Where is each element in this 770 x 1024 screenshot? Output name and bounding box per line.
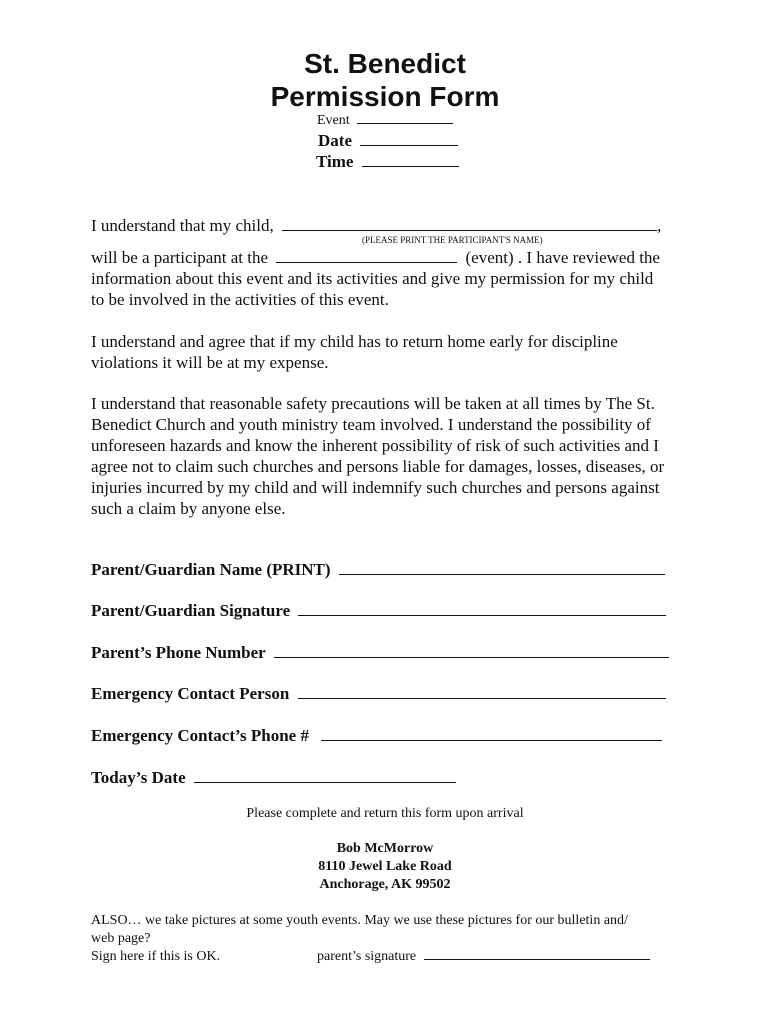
- event-label: Event: [317, 113, 350, 128]
- intro-line1-suffix: ,: [656, 216, 662, 235]
- parent-signature-label: parent’s signature: [317, 949, 417, 964]
- discipline-paragraph: I understand and agree that if my child has to return home early for discipline violations it will be at my expense.: [91, 332, 618, 372]
- emergency-phone-row: [91, 726, 662, 746]
- guardian-name-row: [91, 560, 665, 580]
- photo-consent-signature-field[interactable]: [424, 958, 650, 960]
- event-field[interactable]: [357, 122, 453, 124]
- todays-date-field[interactable]: [194, 781, 456, 783]
- intro-line2-prefix: will be a participant at the: [91, 248, 269, 267]
- child-name-hint: (PLEASE PRINT THE PARTICIPANT'S NAME): [362, 235, 543, 245]
- return-instruction: Please complete and return this form upon arrival: [246, 806, 524, 821]
- todays-date-row: [91, 768, 456, 788]
- intro-line1-prefix: I understand that my child,: [91, 216, 274, 235]
- guardian-signature-field[interactable]: [298, 614, 666, 616]
- photo-consent-line2: web page?: [91, 931, 151, 946]
- photo-consent-sign-instruction: Sign here if this is OK.: [91, 949, 221, 964]
- form-title-line1: St. Benedict: [304, 48, 466, 79]
- emergency-contact-field[interactable]: [298, 697, 666, 699]
- emergency-phone-label: Emergency Contact’s Phone #: [91, 726, 309, 745]
- intro-line2-suffix: (event) . I have reviewed the: [465, 248, 660, 267]
- guardian-signature-row: [91, 601, 666, 621]
- child-name-field[interactable]: [282, 229, 657, 231]
- guardian-name-label: Parent/Guardian Name (PRINT): [91, 560, 331, 579]
- photo-consent-signature-row: [317, 949, 650, 965]
- date-field[interactable]: [360, 144, 458, 146]
- intro-line3: information about this event and its activities and give my permission for my child: [91, 269, 654, 288]
- safety-paragraph: I understand that reasonable safety precautions will be taken at all times by The St. Benedict Church and youth ministry team involved. I understand the possibility of unforeseen hazards and know the inherent possibility of risk of such activities and I agree not to claim such churches and persons liable for damages, losses, diseases, or injuries incurred by my child and will indemnify such churches and persons against such a claim by anyone else.: [91, 394, 665, 518]
- date-label: Date: [318, 131, 352, 150]
- contact-name: Bob McMorrow: [336, 841, 434, 856]
- time-row: [316, 152, 459, 172]
- event-name-field[interactable]: [276, 261, 457, 263]
- parent-phone-label: Parent’s Phone Number: [91, 643, 266, 662]
- time-label: Time: [316, 152, 354, 171]
- parent-phone-row: [91, 643, 669, 663]
- event-row: [317, 113, 453, 129]
- parent-phone-field[interactable]: [274, 656, 669, 658]
- date-row: [318, 131, 458, 151]
- photo-consent-line1: ALSO… we take pictures at some youth events. May we use these pictures for our bulletin and/: [91, 913, 628, 928]
- guardian-name-field[interactable]: [339, 573, 665, 575]
- emergency-contact-row: [91, 684, 666, 704]
- todays-date-label: Today’s Date: [91, 768, 186, 787]
- address-line2: Anchorage, AK 99502: [319, 877, 451, 892]
- form-title-line2: Permission Form: [270, 81, 500, 112]
- emergency-phone-field[interactable]: [321, 739, 662, 741]
- emergency-contact-label: Emergency Contact Person: [91, 684, 290, 703]
- time-field[interactable]: [362, 165, 459, 167]
- address-line1: 8110 Jewel Lake Road: [318, 859, 452, 874]
- intro-line1: [91, 215, 661, 236]
- intro-line2: [91, 247, 660, 268]
- intro-line4: to be involved in the activities of this event.: [91, 290, 389, 309]
- guardian-signature-label: Parent/Guardian Signature: [91, 601, 291, 620]
